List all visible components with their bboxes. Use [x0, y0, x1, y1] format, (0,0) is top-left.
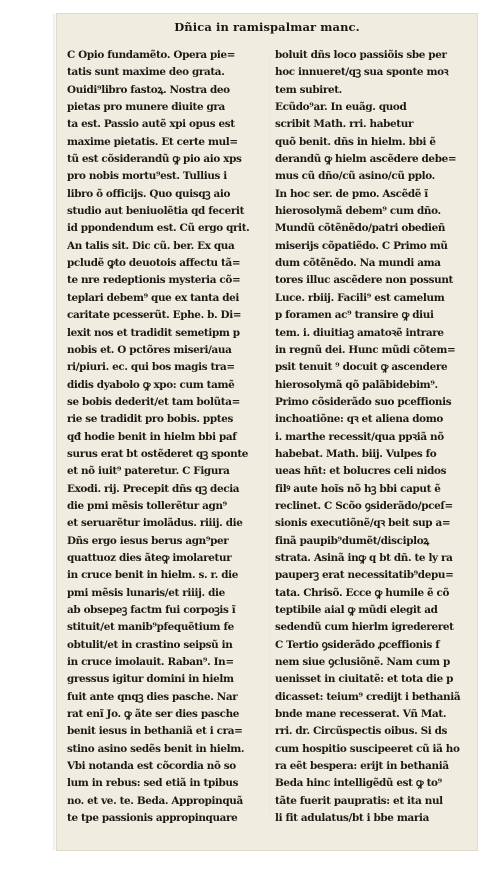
text-line: ri/piuri. ec. qui bos magis tra= — [67, 361, 235, 374]
text-line: die pmi mẽsis tollerẽtur agn⁹ — [67, 499, 227, 512]
text-line: hierosolymã qõ palãbidebim⁹. — [275, 378, 438, 391]
text-line: tãte fuerit paupratis: et ita nul — [275, 794, 443, 807]
left-column — [67, 47, 269, 827]
text-line: Exodi. rij. Precepit dñs qꝫ decia — [67, 482, 240, 495]
text-line: fuit ante qnqꝫ dies pasche. Nar — [67, 690, 238, 703]
text-line: se bobis dederit/et tam bolũta= — [67, 395, 240, 408]
text-line: pauperꝫ erat necessitatib⁹depu= — [275, 569, 454, 582]
text-line: p foramen ac⁹ transire ꝙ diui — [275, 309, 434, 322]
text-line: strata. Asinã inꝙ q bt dñ. te ly ra — [275, 551, 453, 564]
text-line: tata. Chrisõ. Ecce ꝙ humile ẽ cõ — [275, 586, 450, 599]
book-page — [57, 14, 477, 850]
text-line: gressus igitur domini in hielm — [67, 673, 234, 686]
text-line: te tpe passionis appropinquare — [67, 812, 238, 825]
text-line: psit tenuit ⁹ docuit ꝙ ascendere — [275, 361, 448, 374]
text-line: uenisset in ciuitatẽ: et tota die p — [275, 673, 454, 686]
text-line: pcludẽ ꝙto deuotois affectu tã= — [67, 257, 241, 270]
text-line: Primo cõsiderãdo suo pceffionis — [275, 395, 452, 408]
text-line: in cruce benit in hielm. s. r. die — [67, 569, 238, 582]
text-line: qđ hodie benit in hielm bbi paf — [67, 430, 237, 443]
text-line: obtulit/et in crastino seipsũ in — [67, 638, 233, 651]
text-line: nobis et. O pctõres miseri/aua — [67, 343, 232, 356]
text-line: sionis executiõnẽ/qꝛ beit sup a= — [275, 517, 451, 530]
text-line: pietas pro munere diuite gra — [67, 101, 225, 114]
text-line: miserijs cõpatiẽdo. C Primo mũ — [275, 239, 448, 252]
text-line: In hoc ser. de pmo. Ascẽdẽ ĩ — [275, 187, 428, 200]
text-line: dicasset: teium⁹ credijt i bethaniã — [275, 690, 461, 703]
text-line: teplari debem⁹ que ex tanta dei — [67, 291, 239, 304]
text-line: teptibile aial ꝙ mũdi elegit ad — [275, 604, 438, 616]
text-line: boluit dñs loco passiõis sbe per — [275, 49, 447, 61]
text-line: Ecũdo⁹ar. In euãg. quod — [275, 101, 407, 114]
text-line: ra eẽt bespera: erijt in bethaniã — [275, 760, 449, 773]
text-line: nem siue ꝯclusiõnẽ. Nam cum p — [275, 656, 450, 669]
text-line: Beda hinc intelligẽdũ est ꝙ to⁹ — [275, 777, 442, 790]
text-line: pmi mẽsis lunaris/et riiij. die — [67, 586, 225, 599]
text-line: caritate pcesserũt. Ephe. b. Di= — [67, 309, 242, 322]
text-line: tem. i. diuitiaꝫ amatoꝛẽ intrare — [275, 326, 444, 339]
text-line: in cruce imolauit. Raban⁹. In= — [67, 656, 234, 669]
text-line: id ppondendum est. Cũ ergo qrit. — [67, 222, 250, 235]
text-line: filꝰ aute hoĩs nõ hꝫ bbi caput ẽ — [275, 482, 441, 495]
text-line: reclinet. C Scõo ꝯsiderãdo/pceſ= — [275, 499, 453, 512]
text-line: bnde mane recesserat. Vñ Mat. — [275, 708, 447, 721]
text-line: studio aut beniuolẽtia qd fecerit — [67, 205, 245, 218]
text-line: i. marthe recessit/qua ppꝛiã nõ — [275, 430, 444, 443]
text-line: inchoatiõne: qꝛ et aliena domo — [275, 413, 443, 426]
text-line: quõ benit. dñs in hielm. bbi ẽ — [275, 135, 436, 148]
text-line: scribit Math. rri. habetur — [275, 118, 414, 131]
text-line: didis dyabolo ꝙ xpo: cum tamẽ — [67, 378, 235, 391]
text-line: Ouidi⁹libro fastoꝝ. Nostra deo — [67, 83, 230, 96]
text-line: te nre redeptionis mysteria cõ= — [67, 274, 241, 287]
text-line: hoc innueret/qꝫ sua sponte moꝛ — [275, 66, 449, 79]
text-line: dum cõtẽnẽdo. Na mundi ama — [275, 257, 441, 270]
text-line: derandũ ꝙ hielm ascẽdere debe= — [275, 153, 457, 166]
text-line: cum hospitio suscipeeret cũ iã ho — [275, 742, 460, 755]
text-line: ueas hñt: et bolucres celi nidos — [275, 465, 447, 478]
text-line: hierosolymã debem⁹ cum dño. — [275, 205, 441, 218]
text-line: et nõ iuit⁹ pateretur. C Figura — [67, 465, 230, 478]
text-line: finã paupib⁹dumẽt/disciploꝝ — [275, 534, 429, 547]
text-line: rie se tradidit pro bobis. pptes — [67, 413, 233, 426]
text-line: stituit/et manib⁹pfequẽtium fe — [67, 621, 234, 634]
text-line: tem subiret. — [275, 83, 342, 96]
text-line: surus erat bt ostẽderet qꝫ sponte — [67, 447, 249, 460]
text-line: tores illuc ascẽdere non possunt — [275, 274, 453, 287]
running-head: Dñica in ramispalmar manc. — [174, 20, 360, 34]
text-line: Dñs ergo iesus berus agn⁹per — [67, 534, 229, 547]
text-line: ab obsepeꝫ factm fui corpoꝫis ĩ — [67, 604, 236, 616]
text-line: rri. dr. Circũspectis oibus. Si ds — [275, 725, 448, 738]
text-line: libro õ officijs. Quo quisqꝫ aio — [67, 187, 231, 200]
text-line: quattuoz dies ãteꝙ imolaretur — [67, 551, 232, 564]
text-line: stino asino sedẽs benit in hielm. — [67, 742, 245, 755]
text-line: C Opio fundamẽto. Opera pie= — [67, 49, 236, 61]
text-line: lexit nos et tradidit semetipm p — [67, 326, 240, 339]
text-line: pro nobis mortu⁹est. Tullius i — [67, 170, 227, 183]
text-line: tatis sunt maxime deo grata. — [67, 66, 225, 79]
column-gutter — [269, 54, 270, 814]
text-line: maxime pietatis. Et certe mul= — [67, 135, 238, 148]
text-line: rat enĩ Jo. ꝙ ãte ser dies pasche — [67, 708, 240, 721]
right-column — [275, 47, 471, 827]
text-line: lum in rebus: sed etiã in tpibus — [67, 777, 239, 790]
text-line: sedendũ cum hierlm igredereret — [275, 621, 454, 634]
text-line: mus cũ dño/cũ asino/cũ pplo. — [275, 170, 435, 183]
text-line: tũ est cõsiderandũ ꝙ pio aio xps — [67, 153, 242, 166]
text-line: Mundũ cõtẽnẽdo/patri obedieñ — [275, 222, 446, 235]
text-line: Vbi notanda est cõcordia nõ so — [67, 760, 236, 773]
text-line: An talis sit. Dic cũ. ber. Ex qua — [67, 239, 235, 252]
text-line: et seruarẽtur imolãdus. riiij. die — [67, 517, 243, 530]
text-line: habebat. Math. biij. Vulpes fo — [275, 447, 437, 460]
text-line: ta est. Passio autẽ xpi opus est — [67, 118, 235, 131]
text-line: li fit adulatus/bt i bbe maria — [275, 812, 429, 825]
text-line: benit iesus in bethaniã et i cra= — [67, 725, 243, 738]
text-line: Luce. rbiij. Facili⁹ est camelum — [275, 291, 445, 304]
text-line: C Tertio ꝯsiderãdo ꝓceffionis f — [275, 638, 440, 651]
text-line: no. et ve. te. Beda. Appropinquã — [67, 794, 243, 807]
text-line: in regnũ dei. Hunc mũdi cõtem= — [275, 343, 456, 356]
